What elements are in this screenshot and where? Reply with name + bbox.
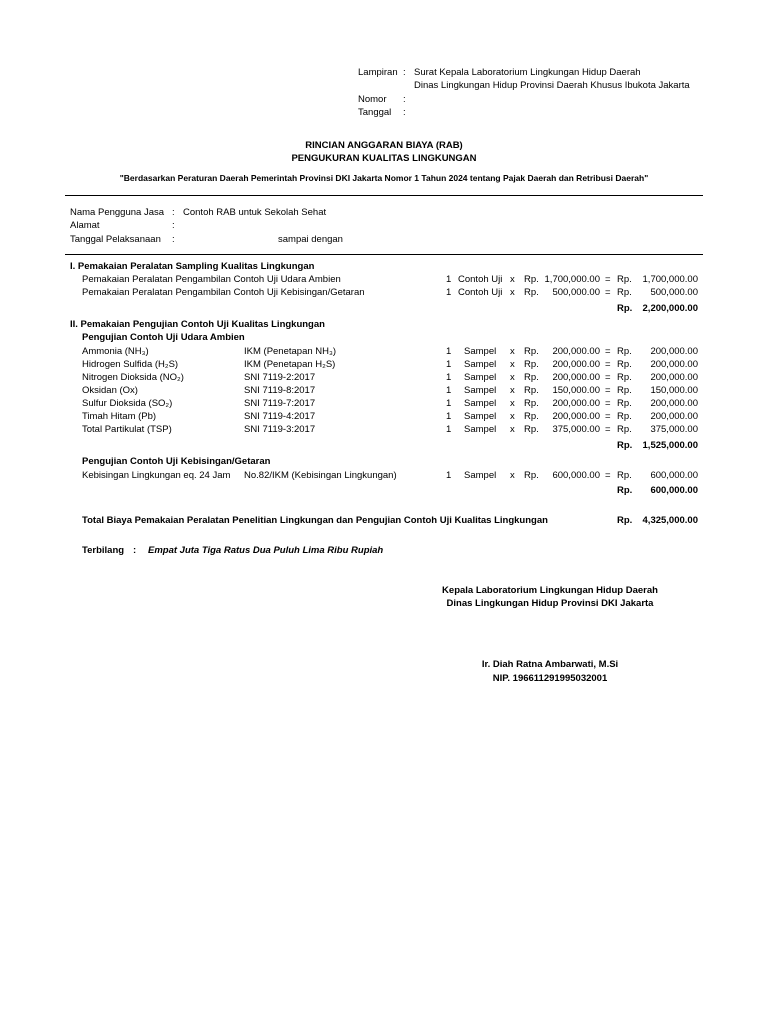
row-x: x [510,424,515,435]
row-x: x [510,287,515,298]
row-rp-total: Rp. [617,359,632,370]
section2-sub2-subtotal-rp: Rp. [617,485,633,496]
row-unit-price: 200,000.00 [552,359,600,370]
section1-subtotal-rp: Rp. [617,303,633,314]
row-equals: = [605,346,611,357]
row-unit-price: 200,000.00 [552,398,600,409]
row-total: 375,000.00 [650,424,698,435]
row-rp-price: Rp. [524,411,539,422]
row-unit-price: 1,700,000.00 [544,274,600,285]
row-total: 200,000.00 [650,411,698,422]
nomor-sep: : [403,94,406,105]
signature-nip: NIP. 196611291995032001 [492,673,608,684]
row-rp-total: Rp. [617,346,632,357]
row-unit: Contoh Uji [458,274,503,285]
row-method: No.82/IKM (Kebisingan Lingkungan) [244,470,397,481]
row-equals: = [605,398,611,409]
lampiran-label: Lampiran [358,67,398,78]
row-qty: 1 [446,372,452,383]
section1-subtotal: 2,200,000.00 [642,303,698,314]
section2-sub2-subtotal: 600,000.00 [650,485,698,496]
row-description: Nitrogen Dioksida (NO₂) [82,372,184,383]
row-equals: = [605,385,611,396]
row-rp-price: Rp. [524,470,539,481]
row-equals: = [605,424,611,435]
divider-top [65,195,703,196]
row-qty: 1 [446,411,452,422]
row-equals: = [605,274,611,285]
row-total: 500,000.00 [650,287,698,298]
row-rp-price: Rp. [524,398,539,409]
client-date-value: sampai dengan [278,234,343,245]
client-name-sep: : [172,207,175,218]
row-unit-price: 500,000.00 [552,287,600,298]
row-equals: = [605,359,611,370]
row-description: Ammonia (NH₃) [82,346,149,357]
row-unit: Sampel [464,411,497,422]
row-total: 150,000.00 [650,385,698,396]
row-total: 200,000.00 [650,359,698,370]
row-x: x [510,274,515,285]
row-description: Timah Hitam (Pb) [82,411,157,422]
row-description: Total Partikulat (TSP) [82,424,172,435]
doc-title: RINCIAN ANGGARAN BIAYA (RAB) [305,140,463,151]
row-method: SNI 7119-4:2017 [244,411,316,422]
row-qty: 1 [446,274,452,285]
lampiran-line2: Dinas Lingkungan Hidup Provinsi Daerah Khusus Ibukota Jakarta [414,80,690,91]
row-equals: = [605,411,611,422]
row-rp-price: Rp. [524,346,539,357]
row-total: 1,700,000.00 [642,274,698,285]
grand-total-value: 4,325,000.00 [642,515,698,526]
row-rp-total: Rp. [617,287,632,298]
section2-sub1-title: Pengujian Contoh Uji Udara Ambien [82,332,245,343]
row-rp-total: Rp. [617,372,632,383]
client-date-label: Tanggal Pelaksanaan [70,234,161,245]
client-name-value: Contoh RAB untuk Sekolah Sehat [183,207,327,218]
client-address-sep: : [172,220,175,231]
row-description: Sulfur Dioksida (SO₂) [82,398,173,409]
row-unit: Contoh Uji [458,287,503,298]
signature-name: Ir. Diah Ratna Ambarwati, M.Si [481,659,619,670]
row-rp-total: Rp. [617,411,632,422]
row-qty: 1 [446,424,452,435]
row-unit: Sampel [464,385,497,396]
row-rp-total: Rp. [617,398,632,409]
row-x: x [510,385,515,396]
row-method: IKM (Penetapan NH₃) [244,346,337,357]
row-description: Hidrogen Sulfida (H₂S) [82,359,179,370]
row-method: SNI 7119-2:2017 [244,372,316,383]
regulation-note: "Berdasarkan Peraturan Daerah Pemerintah Provinsi DKI Jakarta Nomor 1 Tahun 2024 tentang Pajak Daerah dan Retribusi Daerah" [119,173,649,183]
signature-title2: Dinas Lingkungan Hidup Provinsi DKI Jakarta [446,598,654,609]
row-method: IKM (Penetapan H₂S) [244,359,336,370]
row-rp-total: Rp. [617,385,632,396]
row-description: Pemakaian Peralatan Pengambilan Contoh Uji Udara Ambien [82,274,341,285]
terbilang-label: Terbilang [82,545,125,556]
row-total: 200,000.00 [650,346,698,357]
row-description: Kebisingan Lingkungan eq. 24 Jam [82,470,231,481]
row-rp-total: Rp. [617,470,632,481]
row-unit: Sampel [464,424,497,435]
nomor-label: Nomor [358,94,387,105]
row-rp-price: Rp. [524,287,539,298]
row-qty: 1 [446,385,452,396]
row-qty: 1 [446,398,452,409]
row-x: x [510,372,515,383]
row-equals: = [605,372,611,383]
client-address-label: Alamat [70,220,100,231]
lampiran-line1: Surat Kepala Laboratorium Lingkungan Hidup Daerah [414,67,641,78]
terbilang-value: Empat Juta Tiga Ratus Dua Puluh Lima Ribu Rupiah [148,545,384,556]
row-rp-price: Rp. [524,359,539,370]
row-qty: 1 [446,346,452,357]
row-unit-price: 600,000.00 [552,470,600,481]
row-x: x [510,398,515,409]
row-equals: = [605,470,611,481]
tanggal-label: Tanggal [358,107,392,118]
terbilang-sep: : [133,545,137,556]
row-method: SNI 7119-3:2017 [244,424,316,435]
row-description: Pemakaian Peralatan Pengambilan Contoh Uji Kebisingan/Getaran [82,287,365,298]
row-rp-price: Rp. [524,424,539,435]
lampiran-sep: : [403,67,406,78]
row-total: 200,000.00 [650,372,698,383]
row-unit: Sampel [464,346,497,357]
doc-subtitle: PENGUKURAN KUALITAS LINGKUNGAN [291,153,477,164]
row-x: x [510,346,515,357]
section1-title: I. Pemakaian Peralatan Sampling Kualitas Lingkungan [70,261,315,272]
row-unit: Sampel [464,372,497,383]
client-name-label: Nama Pengguna Jasa [70,207,165,218]
section2-sub2-title: Pengujian Contoh Uji Kebisingan/Getaran [82,456,271,467]
client-date-sep: : [172,234,175,245]
row-total: 600,000.00 [650,470,698,481]
row-rp-total: Rp. [617,274,632,285]
row-method: SNI 7119-8:2017 [244,385,316,396]
row-rp-price: Rp. [524,274,539,285]
row-equals: = [605,287,611,298]
grand-total-rp: Rp. [617,515,633,526]
section2-title: II. Pemakaian Pengujian Contoh Uji Kualitas Lingkungan [70,319,325,330]
row-unit: Sampel [464,398,497,409]
row-total: 200,000.00 [650,398,698,409]
row-rp-price: Rp. [524,385,539,396]
signature-title1: Kepala Laboratorium Lingkungan Hidup Daerah [442,585,658,596]
row-x: x [510,411,515,422]
row-unit-price: 200,000.00 [552,346,600,357]
row-qty: 1 [446,287,452,298]
divider-mid [65,254,703,255]
row-qty: 1 [446,359,452,370]
row-description: Oksidan (Ox) [82,385,138,396]
row-unit-price: 150,000.00 [552,385,600,396]
row-unit: Sampel [464,359,497,370]
section2-sub1-subtotal-rp: Rp. [617,440,633,451]
row-rp-price: Rp. [524,372,539,383]
row-rp-total: Rp. [617,424,632,435]
section2-sub1-subtotal: 1,525,000.00 [642,440,698,451]
row-x: x [510,470,515,481]
row-x: x [510,359,515,370]
row-unit: Sampel [464,470,497,481]
row-unit-price: 200,000.00 [552,372,600,383]
tanggal-sep: : [403,107,406,118]
row-method: SNI 7119-7:2017 [244,398,316,409]
row-qty: 1 [446,470,452,481]
row-unit-price: 200,000.00 [552,411,600,422]
row-unit-price: 375,000.00 [552,424,600,435]
grand-total-label: Total Biaya Pemakaian Peralatan Penelitian Lingkungan dan Pengujian Contoh Uji Kualitas Lingkungan [82,515,548,526]
